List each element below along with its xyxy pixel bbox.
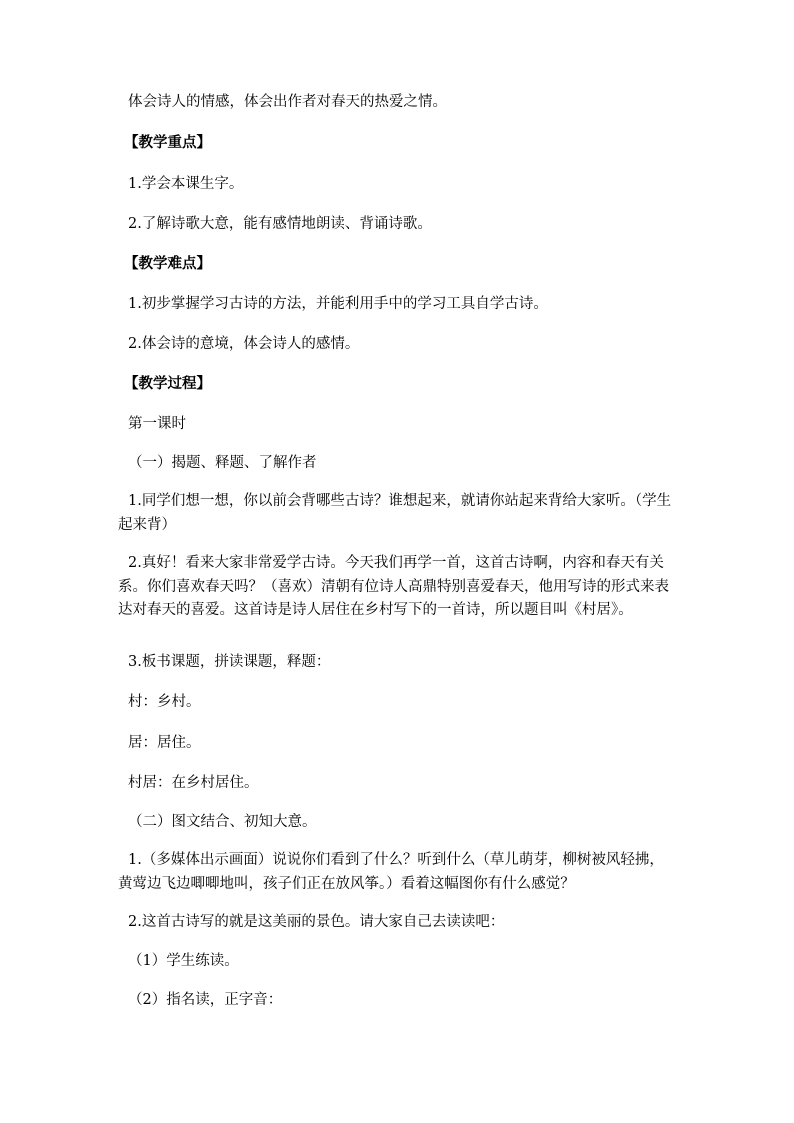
difficulty-item-1: 1.初步掌握学习古诗的方法，并能利用手中的学习工具自学古诗。 [128,296,548,312]
step-2: （2）指名读，正字音： [128,992,283,1008]
section1-title: （一）揭题、释题、了解作者 [128,455,317,471]
section1-paragraph-1: 1.同学们想一想，你以前会背哪些古诗？谁想起来，就请你站起来背给大家听。（学生起来背） [118,493,672,533]
focus-item-1: 1.学会本课生字。 [128,176,244,192]
definition-cun: 村：乡村。 [128,694,201,710]
step-1: （1）学生练读。 [128,953,239,969]
intro-text: 体会诗人的情感，体会出作者对春天的热爱之情。 [128,94,447,110]
difficulty-item-2: 2.体会诗的意境，体会诗人的感情。 [128,336,360,352]
section2-paragraph-1: 1.（多媒体出示画面）说说你们看到了什么？听到什么（草儿萌芽，柳树被风轻拂，黄莺边飞边唧唧地叫，孩子们正在放风筝。）看着这幅图你有什么感觉？ [118,852,664,892]
process-heading: 【教学过程】 [124,375,211,392]
section1-paragraph-3: 3.板书课题，拼读课题，释题： [128,654,331,670]
definition-cunju: 村居：在乡村居住。 [128,775,259,791]
definition-ju: 居：居住。 [128,735,201,751]
difficulty-heading: 【教学难点】 [124,255,211,272]
section2-title: （二）图文结合、初知大意。 [128,814,317,830]
focus-item-2: 2.了解诗歌大意，能有感情地朗读、背诵诗歌。 [128,216,432,232]
section1-paragraph-2: 2.真好！看来大家非常爱学古诗。今天我们再学一首，这首古诗啊，内容和春天有关系。你们喜欢春天吗？（喜欢）清朝有位诗人高鼎特别喜爱春天，他用写诗的形式来表达对春天的喜爱。这首诗是诗人居住在乡村写下的一首诗，所以题目叫《村居》。 [118,555,669,618]
lesson-label: 第一课时 [128,416,186,432]
focus-heading: 【教学重点】 [124,134,211,151]
section2-paragraph-2: 2.这首古诗写的就是这美丽的景色。请大家自己去读读吧： [128,914,505,930]
